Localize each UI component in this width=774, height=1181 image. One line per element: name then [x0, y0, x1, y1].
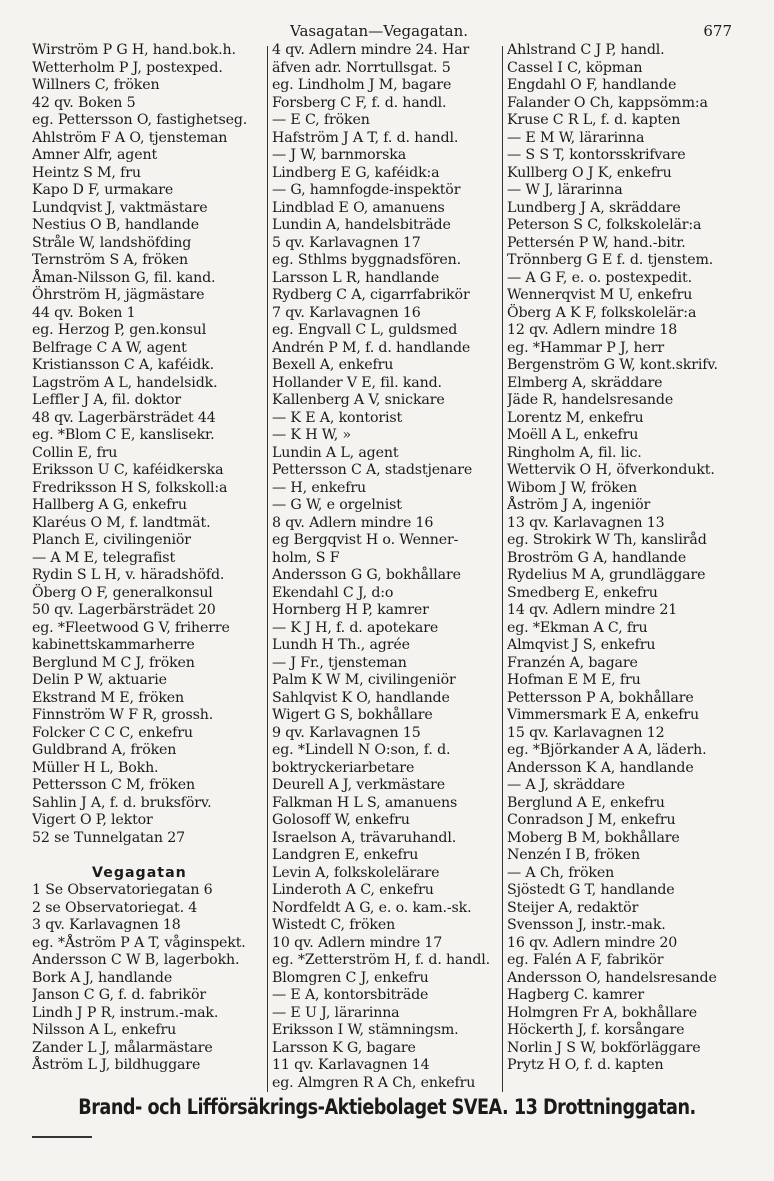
directory-entry: Elmberg A, skräddare	[507, 374, 663, 391]
directory-entry: Hallberg A G, enkefru	[32, 497, 187, 513]
directory-entry: Kristiansson C A, kaféidk.	[32, 357, 214, 373]
directory-entry: Falkman H L S, amanuens	[272, 794, 458, 811]
directory-entry: kabinettskammarherre	[32, 637, 195, 653]
directory-entry: 12 qv. Adlern mindre 18	[507, 322, 678, 338]
directory-entry: Hornberg H P, kamrer	[272, 602, 429, 618]
directory-entry: Golosoff W, enkefru	[272, 812, 410, 828]
directory-entry: eg. *Blom C E, kanslisekr.	[32, 427, 215, 443]
directory-entry: eg. Almgren R A Ch, enkefru	[272, 1074, 476, 1091]
directory-entry: Pettersson C A, stadstjenare	[272, 462, 473, 478]
directory-entry: Kruse C R L, f. d. kapten	[507, 112, 681, 128]
directory-entry: Engdahl O F, handlande	[507, 77, 677, 93]
directory-entry: Eriksson I W, stämningsm.	[272, 1022, 459, 1038]
directory-entry: Berglund A E, enkefru	[507, 794, 665, 811]
directory-entry: Pettersén P W, hand.-bitr.	[507, 234, 686, 251]
directory-entry: — G, hamnfogde-inspektör	[272, 182, 461, 198]
directory-entry: eg. Pettersson O, fastighetseg.	[32, 112, 248, 128]
directory-entry: Eriksson U C, kaféidkerska	[32, 462, 224, 478]
directory-entry: Wistedt C, fröken	[272, 917, 396, 933]
directory-entry: Pettersson P A, bokhållare	[507, 689, 694, 706]
directory-entry: — H, enkefru	[272, 479, 366, 496]
directory-column-3	[507, 42, 757, 1092]
directory-entry: Planch E, civilingeniör	[32, 532, 191, 548]
directory-entry: Israelson A, trävaruhandl.	[272, 829, 457, 846]
directory-entry: Lindblad E O, amanuens	[272, 199, 445, 216]
directory-entry: Rydberg C A, cigarrfabrikör	[272, 287, 470, 303]
directory-entry: Larsson K G, bagare	[272, 1039, 416, 1056]
directory-entry: Andersson K A, handlande	[507, 759, 694, 776]
directory-entry: Blomgren C J, enkefru	[272, 969, 429, 986]
directory-entry: Almqvist J S, enkefru	[507, 637, 656, 653]
directory-entry: Folcker C C C, enkefru	[32, 724, 193, 741]
directory-entry: 15 qv. Karlavagnen 12	[507, 724, 665, 741]
directory-column-2	[272, 42, 504, 1092]
directory-entry: 52 se Tunnelgatan 27	[32, 829, 185, 846]
directory-entry: Amner Alfr, agent	[32, 147, 158, 163]
directory-entry: Delin P W, aktuarie	[32, 672, 167, 688]
directory-entry: Bork A J, handlande	[32, 969, 173, 986]
directory-entry: Öhrström H, jägmästare	[32, 287, 205, 303]
directory-entry: Rydin S L H, v. häradshöfd.	[32, 567, 225, 583]
directory-entry: Höckerth J, f. korsångare	[507, 1022, 685, 1038]
directory-entry: Moëll A L, enkefru	[507, 427, 639, 443]
directory-entry: Rydelius M A, grundläggare	[507, 567, 706, 583]
directory-entry: — J W, barnmorska	[272, 147, 407, 163]
directory-entry: — G W, e orgelnist	[272, 497, 402, 513]
directory-entry: — E M W, lärarinna	[507, 129, 645, 146]
directory-entry: Broström G A, handlande	[507, 549, 687, 566]
directory-entry: Collin E, fru	[32, 444, 118, 461]
directory-entry: 9 qv. Karlavagnen 15	[272, 724, 421, 741]
directory-entry: 4 qv. Adlern mindre 24. Har	[272, 42, 470, 58]
directory-entry: holm, S F	[272, 549, 340, 566]
directory-entry: Peterson S C, folkskolelär:a	[507, 217, 702, 233]
directory-entry: Ekendahl C J, d:o	[272, 584, 394, 601]
directory-entry: eg. *Hammar P J, herr	[507, 339, 664, 356]
directory-entry: Smedberg E, enkefru	[507, 584, 658, 601]
directory-entry: Moberg B M, bokhållare	[507, 829, 680, 846]
directory-entry: Vimmersmark E A, enkefru	[507, 707, 699, 723]
directory-entry: Hollander V E, fil. kand.	[272, 374, 442, 391]
directory-entry: Deurell A J, verkmästare	[272, 777, 446, 793]
directory-entry: eg. Sthlms byggnadsfören.	[272, 252, 461, 268]
directory-entry: Ternström S A, fröken	[32, 252, 188, 268]
directory-entry: Lundqvist J, vaktmästare	[32, 199, 208, 216]
directory-entry: Andersson O, handelsresande	[507, 969, 717, 986]
directory-entry: Sahlin J A, f. d. bruksförv.	[32, 794, 212, 811]
directory-entry: boktryckeriarbetare	[272, 759, 415, 776]
directory-entry: Lundberg J A, skräddare	[507, 199, 681, 216]
directory-entry: Klaréus O M, f. landtmät.	[32, 514, 211, 531]
directory-entry: eg. *Åström P A T, våginspekt.	[32, 934, 246, 951]
directory-entry: Kullberg O J K, enkefru	[507, 164, 672, 181]
directory-entry: Wetterholm P J, postexped.	[32, 59, 223, 76]
directory-entry: Norlin J S W, bokförläggare	[507, 1039, 701, 1056]
directory-entry: Nilsson A L, enkefru	[32, 1022, 177, 1038]
directory-entry: 11 qv. Karlavagnen 14	[272, 1057, 430, 1073]
directory-entry: 7 qv. Karlavagnen 16	[272, 304, 421, 321]
directory-entry: — S S T, kontorsskrifvare	[507, 147, 686, 163]
directory-entry: Jäde R, handelsresande	[507, 392, 674, 408]
directory-entry: Andersson G G, bokhållare	[272, 567, 461, 583]
directory-entry: 3 qv. Karlavagnen 18	[32, 917, 181, 933]
directory-entry: Palm K W M, civilingeniör	[272, 672, 456, 688]
directory-entry: 1 Se Observatoriegatan 6	[32, 882, 213, 898]
directory-entry: — E U J, lärarinna	[272, 1004, 400, 1021]
directory-entry: — E C, fröken	[272, 112, 370, 128]
directory-entry: Wigert G S, bokhållare	[272, 707, 433, 723]
directory-entry: Conradson J M, enkefru	[507, 812, 676, 828]
directory-entry: eg. Engvall C L, guldsmed	[272, 322, 458, 338]
directory-entry: Cassel I C, köpman	[507, 59, 643, 76]
directory-entry: Åström J A, ingeniör	[507, 497, 651, 513]
directory-entry: Forsberg C F, f. d. handl.	[272, 94, 447, 111]
directory-entry: Steijer A, redaktör	[507, 899, 639, 916]
directory-entry: — K E A, kontorist	[272, 409, 403, 426]
advertisement-footer: Brand- och Lifförsäkrings-Aktiebolaget SVEA. 13 Drottninggatan.	[78, 1095, 696, 1119]
directory-entry: Prytz H O, f. d. kapten	[507, 1057, 664, 1073]
directory-entry: Wettervik O H, öfverkondukt.	[507, 462, 715, 478]
directory-entry: Hofman E M E, fru	[507, 672, 641, 688]
directory-entry: Fredriksson H S, folkskoll:a	[32, 479, 228, 496]
directory-entry: Landgren E, enkefru	[272, 847, 419, 863]
directory-entry: — K H W, »	[272, 427, 351, 443]
directory-entry: 16 qv. Adlern mindre 20	[507, 934, 678, 951]
directory-entry: eg. *Ekman A C, fru	[507, 619, 648, 636]
directory-entry: — K J H, f. d. apotekare	[272, 619, 439, 636]
directory-entry: Lorentz M, enkefru	[507, 409, 644, 426]
directory-entry: Bexell A, enkefru	[272, 357, 394, 373]
directory-entry: Nestius O B, handlande	[32, 217, 199, 233]
directory-entry: eg. Strokirk W Th, kansliråd	[507, 532, 707, 548]
directory-entry: Finnström W F R, grossh.	[32, 707, 214, 723]
directory-entry: Öberg A K F, folkskolelär:a	[507, 304, 697, 321]
directory-entry: 13 qv. Karlavagnen 13	[507, 514, 665, 531]
directory-entry: 50 qv. Lagerbärsträdet 20	[32, 602, 216, 618]
directory-entry: Vigert O P, lektor	[32, 812, 153, 828]
directory-entry: Levin A, folkskolelärare	[272, 864, 440, 881]
directory-entry: Hagberg C. kamrer	[507, 987, 645, 1003]
directory-entry: Hafström J A T, f. d. handl.	[272, 129, 459, 146]
directory-entry: Holmgren Fr A, bokhållare	[507, 1004, 697, 1021]
directory-entry: Andrén P M, f. d. handlande	[272, 339, 471, 356]
directory-entry: Franzén A, bagare	[507, 654, 638, 671]
directory-entry: eg. *Lindell N O:son, f. d.	[272, 742, 451, 758]
directory-entry: eg Bergqvist H o. Wenner-	[272, 532, 459, 548]
directory-entry: Müller H L, Bokh.	[32, 759, 159, 776]
directory-entry: Stråle W, landshöfding	[32, 234, 192, 251]
directory-entry: Nordfeldt A G, e. o. kam.-sk.	[272, 899, 472, 916]
page-number: 677	[703, 22, 732, 40]
footer-divider	[32, 1136, 92, 1138]
directory-entry: Wibom J W, fröken	[507, 479, 637, 496]
directory-entry: — A Ch, fröken	[507, 864, 615, 881]
directory-entry: 8 qv. Adlern mindre 16	[272, 514, 434, 531]
directory-entry	[32, 847, 270, 865]
section-heading: Vegagatan	[92, 864, 187, 881]
directory-entry: — A G F, e. o. postexpedit.	[507, 269, 692, 286]
directory-entry: Lindberg E G, kaféidk:a	[272, 164, 440, 181]
directory-entry: — E A, kontorsbiträde	[272, 987, 429, 1003]
directory-entry: Andersson C W B, lagerbokh.	[32, 952, 240, 968]
directory-entry: Heintz S M, fru	[32, 164, 141, 181]
directory-entry: eg. Falén A F, fabrikör	[507, 952, 664, 968]
directory-entry: eg. *Björkander A A, läderh.	[507, 742, 707, 758]
directory-entry: Öberg O F, generalkonsul	[32, 584, 213, 601]
directory-entry: 10 qv. Adlern mindre 17	[272, 934, 443, 951]
directory-entry: Leffler J A, fil. doktor	[32, 392, 181, 408]
directory-entry: Falander O Ch, kappsömm:a	[507, 94, 708, 111]
directory-entry: Sahlqvist K O, handlande	[272, 689, 450, 706]
directory-column-1	[32, 42, 270, 1092]
directory-entry: 5 qv. Karlavagnen 17	[272, 234, 421, 251]
directory-entry: — W J, lärarinna	[507, 182, 623, 198]
directory-entry: Pettersson C M, fröken	[32, 777, 195, 793]
directory-entry: 44 qv. Boken 1	[32, 304, 136, 321]
directory-entry: Ahlström F A O, tjensteman	[32, 129, 228, 146]
directory-entry: Janson C G, f. d. fabrikör	[32, 987, 206, 1003]
directory-entry: 14 qv. Adlern mindre 21	[507, 602, 678, 618]
directory-entry: Ringholm A, fil. lic.	[507, 444, 642, 461]
directory-entry: Kapo D F, urmakare	[32, 182, 174, 198]
directory-entry: Berglund M C J, fröken	[32, 654, 195, 671]
directory-entry: Guldbrand A, fröken	[32, 742, 177, 758]
directory-entry: eg. Lindholm J M, bagare	[272, 77, 452, 93]
directory-entry: Sjöstedt G T, handlande	[507, 882, 675, 898]
directory-entry: Ekstrand M E, fröken	[32, 689, 185, 706]
directory-entry: eg. *Zetterström H, f. d. handl.	[272, 952, 491, 968]
directory-entry: Åström L J, bildhuggare	[32, 1057, 201, 1073]
directory-entry: eg. Herzog P, gen.konsul	[32, 322, 207, 338]
directory-entry: Lundh H Th., agrée	[272, 637, 410, 653]
directory-entry: Nenzén I B, fröken	[507, 847, 641, 863]
directory-entry: Lundin A, handelsbiträde	[272, 217, 451, 233]
page-header	[0, 22, 774, 42]
directory-entry: eg. *Fleetwood G V, friherre	[32, 619, 230, 636]
directory-entry: Linderoth A C, enkefru	[272, 882, 434, 898]
page-title: Vasagatan—Vegagatan.	[290, 22, 469, 40]
directory-entry: äfven adr. Norrtullsgat. 5	[272, 59, 451, 76]
directory-entry: — A M E, telegrafist	[32, 549, 175, 566]
directory-entry: Wennerqvist M U, enkefru	[507, 287, 693, 303]
directory-entry: Ahlstrand C J P, handl.	[507, 42, 665, 58]
directory-entry: Belfrage C A W, agent	[32, 339, 187, 356]
directory-entry: Åman-Nilsson G, fil. kand.	[32, 269, 216, 286]
directory-entry: 2 se Observatoriegat. 4	[32, 899, 198, 916]
directory-entry: Trönnberg G E f. d. tjenstem.	[507, 252, 714, 268]
directory-entry: Lagström A L, handelsidk.	[32, 374, 218, 391]
directory-entry: Lundin A L, agent	[272, 444, 399, 461]
directory-entry: — A J, skräddare	[507, 777, 625, 793]
directory-entry: Bergenström G W, kont.skrifv.	[507, 357, 718, 373]
directory-entry: Svensson J, instr.-mak.	[507, 917, 666, 933]
directory-entry: — J Fr., tjensteman	[272, 654, 407, 671]
directory-entry: Kallenberg A V, snickare	[272, 392, 445, 408]
directory-entry: 42 qv. Boken 5	[32, 94, 136, 111]
directory-entry: 48 qv. Lagerbärsträdet 44	[32, 409, 216, 426]
directory-entry: Willners C, fröken	[32, 77, 160, 93]
directory-entry: Larsson L R, handlande	[272, 269, 440, 286]
directory-entry: Wirström P G H, hand.bok.h.	[32, 42, 236, 58]
directory-entry: Zander L J, målarmästare	[32, 1039, 213, 1056]
directory-entry: Lindh J P R, instrum.-mak.	[32, 1004, 219, 1021]
